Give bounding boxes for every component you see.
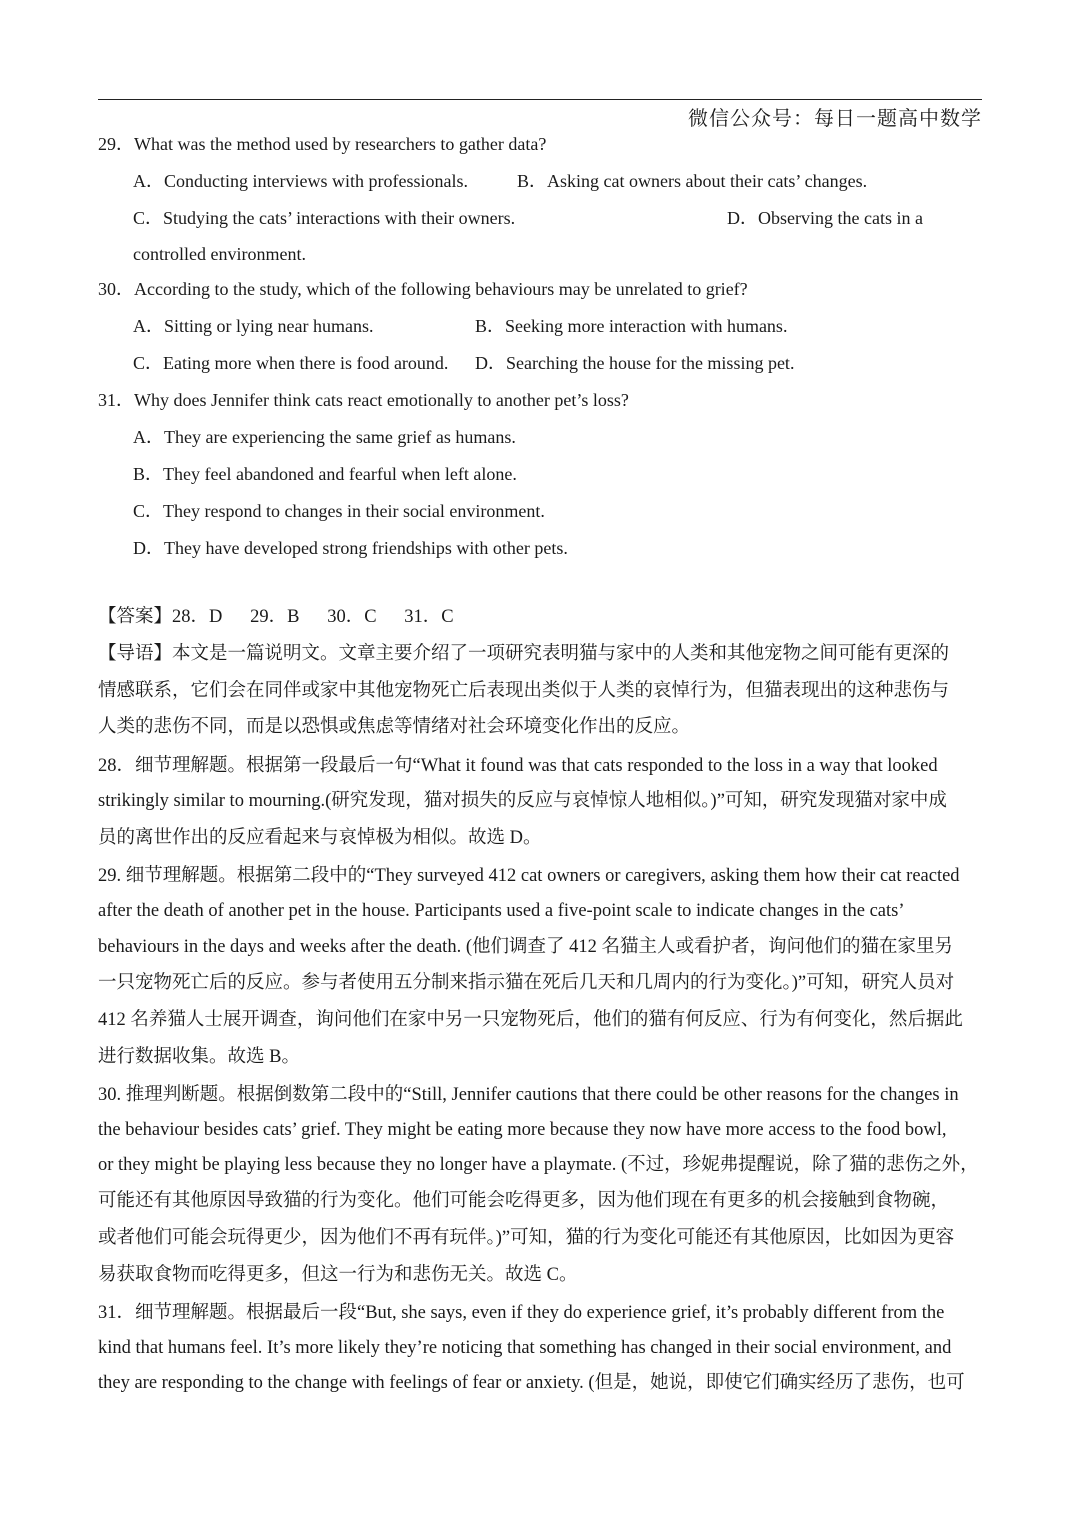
question-31-option-a: A．They are experiencing the same grief as humans.	[133, 427, 516, 447]
question-31-option-c: C．They respond to changes in their social environment.	[133, 501, 545, 521]
question-30-option-c: C．Eating more when there is food around.	[133, 353, 449, 373]
explanation-29-line: behaviours in the days and weeks after the death. (他们调查了 412 名猫主人或看护者，询问他们的猫在家里另	[98, 937, 953, 957]
question-31-stem: 31．Why does Jennifer think cats react emotionally to another pet’s loss?	[98, 390, 629, 410]
explanation-30-line: 易获取食物而吃得更多，但这一行为和悲伤无关。故选 C。	[98, 1265, 578, 1285]
explanation-29-line: 进行数据收集。故选 B。	[98, 1047, 300, 1067]
question-29-option-a: A．Conducting interviews with professionals.	[133, 171, 468, 191]
question-30-option-a: A．Sitting or lying near humans.	[133, 316, 374, 336]
question-31-option-d: D．They have developed strong friendships with other pets.	[133, 538, 568, 558]
explanation-31-line: they are responding to the change with feelings of fear or anxiety. (但是，她说，即使它们确实经历了悲伤，也可	[98, 1373, 965, 1393]
explanation-intro-line: 【导语】本文是一篇说明文。文章主要介绍了一项研究表明猫与家中的人类和其他宠物之间可能有更深的	[98, 644, 950, 664]
question-29-option-c: C．Studying the cats’ interactions with their owners.	[133, 208, 516, 228]
explanation-30-line: or they might be playing less because they no longer have a playmate. (不过，珍妮弗提醒说，除了猫的悲伤之外，	[98, 1155, 979, 1175]
explanation-29-line: after the death of another pet in the house. Participants used a five-point scale to indicate changes in the cats’	[98, 901, 905, 921]
question-30-stem: 30．According to the study, which of the following behaviours may be unrelated to grief?	[98, 279, 748, 299]
explanation-intro-line: 人类的悲伤不同，而是以恐惧或焦虑等情绪对社会环境变化作出的反应。	[98, 717, 691, 737]
explanation-29-line: 29. 细节理解题。根据第二段中的“They surveyed 412 cat owners or caregivers, asking them how their cat reacted	[98, 866, 960, 886]
question-29-option-d-continued: controlled environment.	[133, 244, 306, 264]
question-30-option-d: D．Searching the house for the missing pet.	[475, 353, 795, 373]
explanation-29-line: 412 名养猫人士展开调查，询问他们在家中另一只宠物死后，他们的猫有何反应、行为有何变化，然后据此	[98, 1010, 963, 1030]
explanation-28-line: 员的离世作出的反应看起来与哀悼极为相似。故选 D。	[98, 828, 542, 848]
explanation-28-line: 28．细节理解题。根据第一段最后一句“What it found was that cats responded to the loss in a way that looked	[98, 756, 938, 776]
explanation-30-line: 或者他们可能会玩得更少，因为他们不再有玩伴。)”可知，猫的行为变化可能还有其他原因，比如因为更容	[98, 1228, 955, 1248]
answer-key: 【答案】28．D 29．B 30．C 31．C	[98, 607, 454, 627]
explanation-31-line: 31．细节理解题。根据最后一段“But, she says, even if they do experience grief, it’s probably different from the	[98, 1303, 945, 1323]
explanation-29-line: 一只宠物死亡后的反应。参与者使用五分制来指示猫在死后几天和几周内的行为变化。)”可知，研究人员对	[98, 973, 955, 993]
question-29-stem: 29．What was the method used by researchers to gather data?	[98, 134, 547, 154]
explanation-30-line: 30. 推理判断题。根据倒数第二段中的“Still, Jennifer cautions that there could be other reasons for the changes in	[98, 1085, 959, 1105]
header-source: 微信公众号：每日一题高中数学	[688, 108, 982, 130]
explanation-28-line: strikingly similar to mourning.(研究发现，猫对损失的反应与哀悼惊人地相似。)”可知，研究发现猫对家中成	[98, 791, 947, 811]
question-30-option-b: B．Seeking more interaction with humans.	[475, 316, 788, 336]
header-rule	[98, 99, 982, 100]
explanation-30-line: 可能还有其他原因导致猫的行为变化。他们可能会吃得更多，因为他们现在有更多的机会接触到食物碗，	[98, 1191, 950, 1211]
question-29-option-b: B．Asking cat owners about their cats’ changes.	[517, 171, 868, 191]
explanation-30-line: the behaviour besides cats’ grief. They might be eating more because they now have more access to the food bowl,	[98, 1120, 947, 1140]
explanation-31-line: kind that humans feel. It’s more likely they’re noticing that something has changed in their social environment, and	[98, 1338, 952, 1358]
explanation-intro-line: 情感联系，它们会在同伴或家中其他宠物死亡后表现出类似于人类的哀悼行为，但猫表现出的这种悲伤与	[98, 681, 950, 701]
question-31-option-b: B．They feel abandoned and fearful when left alone.	[133, 464, 517, 484]
question-29-option-d: D．Observing the cats in a	[727, 208, 923, 228]
